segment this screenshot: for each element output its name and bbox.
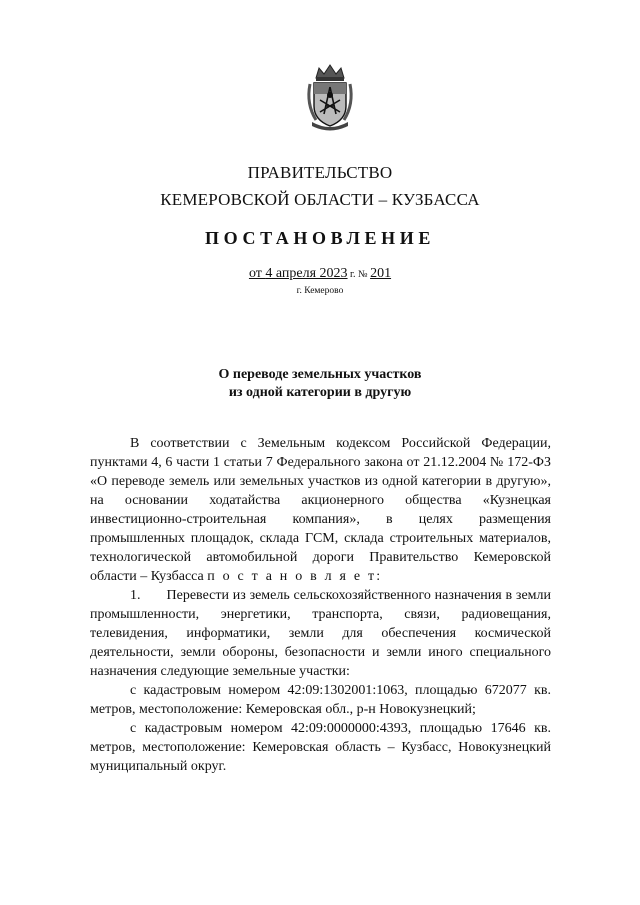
preamble-paragraph [90, 434, 551, 586]
plot-1-paragraph: с кадастровым номером 42:09:1302001:1063, площадью 672077 кв. метров, местоположение: Кемеровская обл., р-н Новокузнецкий; [90, 683, 551, 717]
decree-word: п о с т а н о в л я е т: [207, 569, 383, 584]
document-title [0, 366, 640, 402]
document-date-line [0, 266, 640, 282]
issuing-city: г. Кемерово [296, 286, 344, 296]
date-prefix: от [248, 266, 266, 281]
government-name-line1: ПРАВИТЕЛЬСТВО [247, 163, 393, 182]
item-1-text: Перевести из земель сельскохозяйственного назначения в земли промышленности, энергетики, транспорта, связи, радиовещания, телевидения, информатики, земли для обеспечения космической деятельности, земли обороны, безопасности и земли иного специального назначения следующие земельные участки: [90, 588, 551, 679]
document-number: 201 [370, 266, 392, 281]
document-date: 4 апреля 2023 [265, 266, 348, 281]
item-1-paragraph [90, 586, 551, 681]
year-and-number-label: г. № [347, 269, 371, 280]
document-title-line1: О переводе земельных участков [218, 367, 422, 382]
preamble-text: В соответствии с Земельным кодексом Российской Федерации, пунктами 4, 6 части 1 статьи 7 Федерального закона от 21.12.2004 № 172-ФЗ «О переводе земель или земельных участков из одной категории в другую», на основании ходатайства акционерного общества «Кузнецкая инвестиционно-строительная компания», в целях размещения промышленных площадок, склада ГСМ, склада строительных материалов, технологической автомобильной дороги Правительство Кемеровской области – Кузбасса [90, 436, 551, 584]
plot-2-paragraph: с кадастровым номером 42:09:0000000:4393, площадью 17646 кв. метров, местоположение: Кемеровская область – Кузбасс, Новокузнецкий муниципальный округ. [90, 721, 551, 774]
item-1-number: 1. [130, 588, 141, 603]
document-type-heading: ПОСТАНОВЛЕНИЕ [205, 228, 435, 248]
coat-of-arms-icon [302, 62, 358, 132]
government-name-line2: КЕМЕРОВСКОЙ ОБЛАСТИ – КУЗБАССА [160, 190, 480, 209]
document-body [90, 434, 551, 776]
document-title-line2: из одной категории в другую [228, 385, 412, 400]
